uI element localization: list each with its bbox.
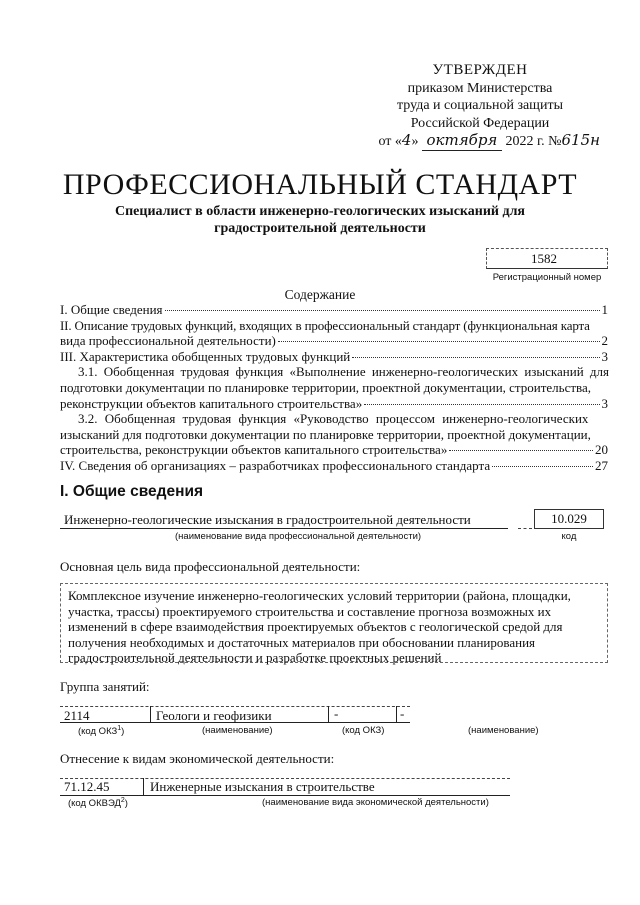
econ-label: Отнесение к видам экономической деятельности: <box>60 751 335 766</box>
approval-date-line <box>360 132 600 151</box>
toc-entry-page: 3 <box>601 348 608 364</box>
purpose-label: Основная цель вида профессиональной деятельности: <box>60 559 361 574</box>
group-name2-caption: (наименование) <box>468 725 539 736</box>
approval-heading: УТВЕРЖДЕН <box>432 62 528 78</box>
econ-code-caption: (код ОКВЭД$^2$) <box>68 797 128 810</box>
group-label: Группа занятий: <box>60 679 150 694</box>
toc-entry-text: III. Характеристика обобщенных трудовых функций <box>60 348 351 364</box>
activity-name: Инженерно-геологические изыскания в градостроительной деятельности <box>64 512 471 527</box>
activity-name-underline <box>60 528 508 529</box>
section-heading: I. Общие сведения <box>60 483 204 500</box>
toc-entry-page: 20 <box>595 442 608 458</box>
toc-entry-text: II. Описание трудовых функций, входящих в профессиональный стандарт (функциональная карта <box>60 317 590 333</box>
toc-entry-page: 2 <box>601 333 608 349</box>
date-prefix: от « <box>378 134 402 149</box>
group-name-1: Геологи и геофизики <box>156 708 272 723</box>
toc-entry-page: 1 <box>601 302 608 317</box>
econ-underline <box>60 795 510 796</box>
purpose-text <box>68 588 608 666</box>
toc-entry-page: 27 <box>595 457 608 473</box>
toc-entry-text: реконструкции объектов капитального строительства» <box>60 395 363 411</box>
toc-entry-text: IV. Сведения об организациях – разработчиках профессионального стандарта <box>60 457 491 473</box>
purpose-line: Комплексное изучение инженерно-геологических условий территории (района, площадки, <box>68 588 571 603</box>
toc-entry[interactable] <box>60 318 608 349</box>
group-code-2: - <box>334 706 339 721</box>
group-code-caption: (код ОКЗ$^1$) <box>78 725 125 738</box>
handwritten-order-number: 615н <box>561 131 600 149</box>
group-topline <box>60 706 410 707</box>
econ-divider <box>143 778 144 796</box>
toc-entry[interactable] <box>60 411 608 458</box>
econ-name: Инженерные изыскания в строительстве <box>150 779 375 794</box>
subtitle-line: градостроительной деятельности <box>214 221 426 236</box>
group-divider <box>150 706 151 723</box>
group-code2-caption: (код ОКЗ) <box>342 725 385 736</box>
activity-code: 10.029 <box>551 511 587 526</box>
registration-number: 1582 <box>531 251 557 266</box>
toc-entry-text: вида профессиональной деятельности) <box>60 333 276 349</box>
activity-name-caption: (наименование вида профессиональной деятельности) <box>175 531 422 542</box>
handwritten-month: октября <box>422 132 502 151</box>
date-mid: » <box>411 134 419 149</box>
group-divider <box>328 706 329 723</box>
purpose-line: участка, трассы) проектируемого строительства и составление прогноза возможных их <box>68 603 552 619</box>
separator-line <box>518 528 532 529</box>
approval-line: труда и социальной защиты <box>397 98 563 113</box>
purpose-line: получения необходимых и достаточных материалов при обосновании планирования <box>68 634 536 650</box>
toc-entry-page: 3 <box>601 395 608 411</box>
date-year: 2022 г. № <box>505 134 562 149</box>
toc-entry[interactable] <box>60 302 608 318</box>
group-name-caption: (наименование) <box>202 725 273 736</box>
registration-label: Регистрационный номер <box>492 272 602 283</box>
approval-line: Российской Федерации <box>410 115 550 131</box>
purpose-line: изменений в сфере взаимодействия проектируемых объектов с геологической средой для <box>68 619 563 634</box>
subtitle-line: Специалист в области инженерно-геологических изысканий для <box>115 204 525 219</box>
approval-block <box>360 62 600 151</box>
toc-entry[interactable] <box>60 458 608 474</box>
document-title: ПРОФЕССИОНАЛЬНЫЙ СТАНДАРТ <box>62 168 578 201</box>
econ-name-caption: (наименование вида экономической деятельности) <box>262 797 489 808</box>
approval-line: приказом Министерства <box>407 80 553 96</box>
activity-code-caption: код <box>561 531 577 542</box>
table-of-contents <box>60 302 608 474</box>
registration-number-box <box>486 248 608 269</box>
group-code-1: 2114 <box>64 708 90 723</box>
handwritten-day: 4 <box>401 131 412 149</box>
toc-entry-text: изысканий для подготовки документации по планировке территории, проектной документации, <box>60 426 591 442</box>
document-subtitle <box>60 203 580 237</box>
toc-entry[interactable] <box>60 349 608 365</box>
econ-code: 71.12.45 <box>64 779 110 794</box>
toc-entry-text: I. Общие сведения <box>60 302 163 317</box>
toc-entry-text: 3.2. Обобщенная трудовая функция «Руководство процессом инженерно-геологических <box>78 411 589 427</box>
toc-title: Содержание <box>284 287 356 302</box>
group-name-2: - <box>400 706 405 721</box>
toc-entry-text: 3.1. Обобщенная трудовая функция «Выполнение инженерно-геологических изысканий для <box>78 364 610 380</box>
group-divider <box>396 706 397 723</box>
toc-entry-text: строительства, реконструкции объектов капитального строительства» <box>60 442 448 458</box>
activity-code-box <box>534 509 604 529</box>
purpose-line: градостроительной деятельности и разработке проектных решений <box>68 650 442 665</box>
toc-entry-text: подготовки документации по планировке территории, проектной документации, строительства, <box>60 379 592 395</box>
toc-entry[interactable] <box>60 364 608 411</box>
